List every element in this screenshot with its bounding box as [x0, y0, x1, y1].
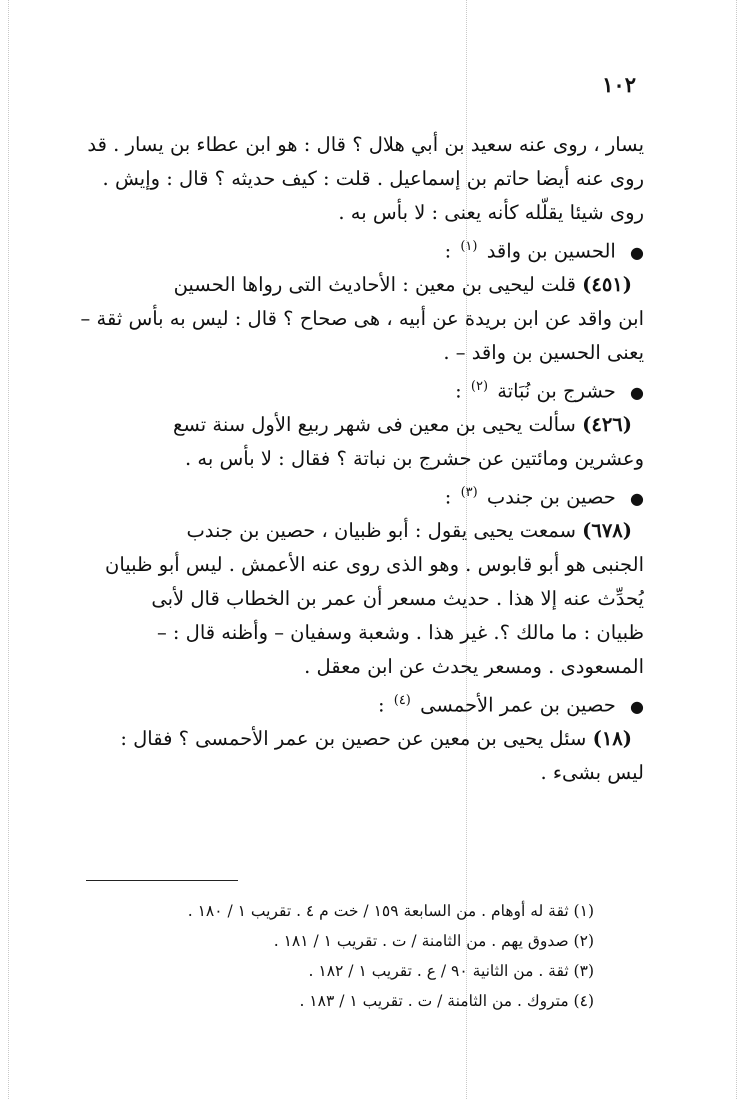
intro-line: روى عنه أيضا حاتم بن إسماعيل . قلت : كيف حديثه ؟ قال : وإيش .	[102, 167, 644, 190]
narrator-name: حشرج بن نُبَاتة	[497, 379, 616, 403]
page-number: ١٠٢	[602, 72, 636, 97]
entry-paragraph	[78, 408, 644, 476]
entry-line: يعنى الحسين بن واقد – .	[443, 341, 644, 364]
narrator-heading	[78, 230, 644, 268]
entry-number: (٤٢٦)	[582, 413, 632, 436]
narrator-heading	[78, 476, 644, 514]
entry-paragraph	[78, 268, 644, 370]
narrator-name: حصين بن عمر الأحمسى	[420, 693, 616, 717]
intro-line: روى شيئا يقلّله كأنه يعنى : لا بأس به .	[338, 201, 644, 224]
page-body	[78, 128, 644, 790]
bullet-icon: ●	[630, 242, 644, 262]
bullet-icon: ●	[630, 382, 644, 402]
intro-line: يسار ، روى عنه سعيد بن أبي هلال ؟ قال : هو ابن عطاء بن يسار . قد	[87, 133, 644, 156]
entry-line: قلت ليحيى بن معين : الأحاديث التى رواها الحسين	[173, 273, 576, 296]
footnote-ref: (٢)	[470, 379, 489, 394]
scan-edge-left	[8, 0, 9, 1099]
entry-line: يُحدِّث عنه إلا هذا . حديث مسعر أن عمر بن الخطاب قال لأبى	[151, 587, 644, 610]
entry-line: ليس بشىء .	[540, 761, 644, 784]
entry-number: (٤٥١)	[582, 273, 632, 296]
entry-line: سمعت يحيى يقول : أبو ظبيان ، حصين بن جندب	[186, 519, 576, 542]
entry-line: ظبيان : ما مالك ؟. غير هذا . وشعبة وسفيان – وأظنه قال : –	[156, 621, 644, 644]
heading-colon: :	[444, 485, 452, 509]
footnote: (٣) ثقة . من الثانية ٩٠ / ع . تقريب ١ / ١٨٢ .	[308, 962, 594, 980]
footnote-ref: (٣)	[460, 485, 478, 500]
entry-paragraph	[78, 722, 644, 790]
narrator-heading	[78, 370, 644, 408]
footnote: (٢) صدوق يهم . من الثامنة / ت . تقريب ١ / ١٨١ .	[273, 932, 594, 950]
footnotes	[78, 896, 594, 1016]
bullet-icon: ●	[630, 488, 644, 508]
entry-number: (١٨)	[592, 727, 632, 750]
footnote-divider	[86, 880, 238, 881]
heading-colon: :	[444, 239, 452, 263]
entry-line: الجنبى هو أبو قابوس . وهو الذى روى عنه الأعمش . ليس أبو ظبيان	[105, 553, 644, 576]
footnote-ref: (٤)	[393, 693, 411, 708]
entry-number: (٦٧٨)	[582, 519, 632, 542]
entry-line: سئل يحيى بن معين عن حصين بن عمر الأحمسى ؟ فقال :	[120, 727, 587, 750]
entry-line: ابن واقد عن ابن بريدة عن أبيه ، هى صحاح ؟ قال : ليس به بأس ثقة –	[80, 307, 644, 330]
scan-edge-right	[736, 0, 737, 1099]
narrator-name: حصين بن جندب	[486, 485, 616, 509]
narrator-heading	[78, 684, 644, 722]
footnote: (١) ثقة له أوهام . من السابعة ١٥٩ / خت م ٤ . تقريب ١ / ١٨٠ .	[187, 902, 594, 920]
footnote-ref: (١)	[460, 239, 478, 254]
heading-colon: :	[377, 693, 385, 717]
footnote: (٤) متروك . من الثامنة / ت . تقريب ١ / ١٨٣ .	[299, 992, 594, 1010]
entry-paragraph	[78, 514, 644, 684]
intro-paragraph	[78, 128, 644, 230]
heading-colon: :	[455, 379, 462, 403]
entry-line: وعشرين ومائتين عن حشرج بن نباتة ؟ فقال : لا بأس به .	[185, 447, 644, 470]
narrator-name: الحسين بن واقد	[486, 239, 616, 263]
entry-line: سألت يحيى بن معين فى شهر ربيع الأول سنة تسع	[172, 413, 576, 436]
entry-line: المسعودى . ومسعر يحدث عن ابن معقل .	[304, 655, 644, 678]
bullet-icon: ●	[630, 696, 644, 716]
